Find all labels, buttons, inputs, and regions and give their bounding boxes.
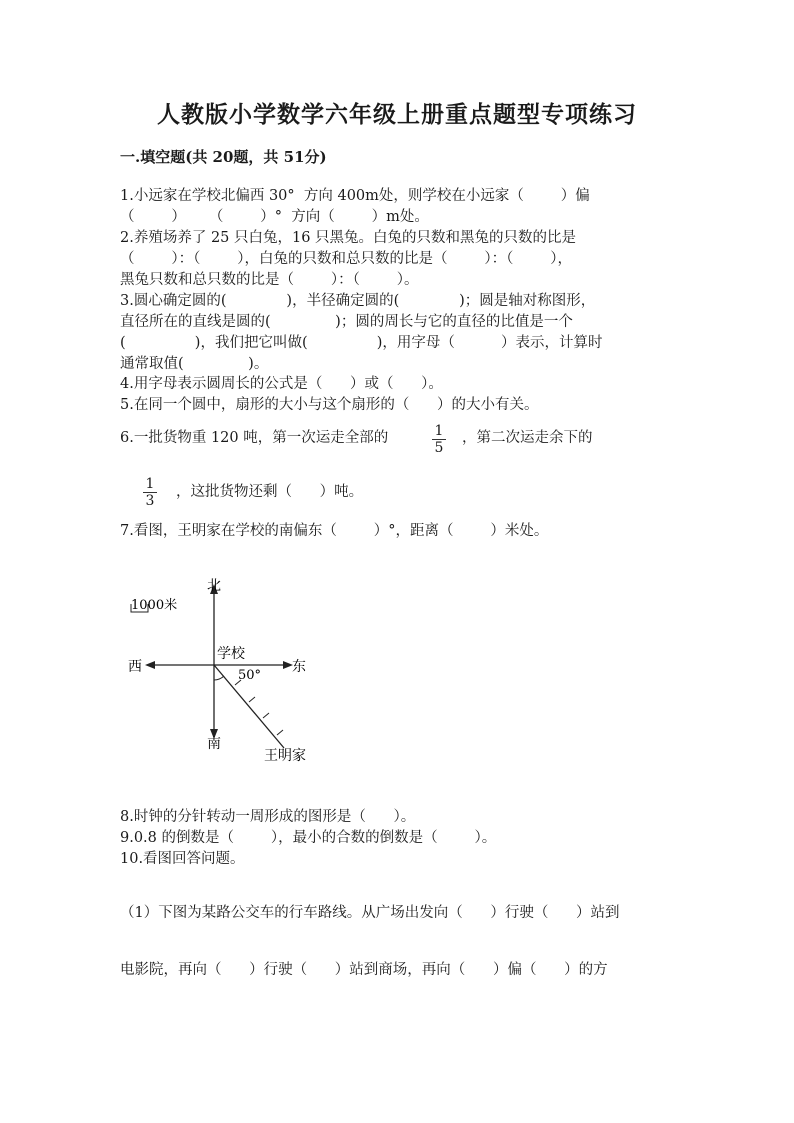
question-3-line-3: ( )，我们把它叫做( )，用字母（ ）表示，计算时 xyxy=(120,335,603,351)
question-10: 10.看图回答问题。 xyxy=(120,851,245,867)
page-title: 人教版小学数学六年级上册重点题型专项练习 xyxy=(157,101,637,128)
scale-label: 1000米 xyxy=(131,598,178,613)
question-7: 7.看图，王明家在学校的南偏东（ ）°，距离（ ）米处。 xyxy=(120,523,549,539)
fraction-denominator: 5 xyxy=(434,440,444,456)
question-2-line-2: （ ）：（ ），白兔的只数和总只数的比是（ ）：（ ）， xyxy=(120,251,572,267)
question-1-line-2: （ ） （ ）° 方向（ ）m处。 xyxy=(120,209,429,225)
destination-label: 王明家 xyxy=(264,748,306,764)
question-10-1-line-1: （1）下图为某路公交车的行车路线。从广场出发向（ ）行驶（ ）站到 xyxy=(120,905,620,921)
section-heading: 一.填空题(共 20题，共 51分) xyxy=(120,148,327,166)
question-6-part-2: ，第二次运走余下的 xyxy=(462,430,593,446)
east-label: 东 xyxy=(292,659,306,675)
direction-diagram xyxy=(118,572,328,772)
question-1-line-1: 1.小远家在学校北偏西 30° 方向 400m处，则学校在小远家（ ）偏 xyxy=(120,188,590,204)
fraction-one-third xyxy=(143,476,157,509)
scale-tick xyxy=(277,730,283,735)
question-2-line-3: 黑兔只数和总只数的比是（ ）：（ ）。 xyxy=(120,272,419,288)
angle-arc xyxy=(214,676,224,680)
west-label: 西 xyxy=(128,659,142,675)
question-3-line-4: 通常取值( )。 xyxy=(120,356,269,372)
south-label: 南 xyxy=(207,736,221,752)
question-9: 9.0.8 的倒数是（ ），最小的合数的倒数是（ ）。 xyxy=(120,830,497,846)
fraction-one-fifth xyxy=(432,423,446,456)
fraction-numerator: 1 xyxy=(432,423,446,440)
west-arrow xyxy=(145,661,155,669)
question-4: 4.用字母表示圆周长的公式是（ ）或（ ）。 xyxy=(120,376,443,392)
fraction-denominator: 3 xyxy=(145,493,155,509)
scale-tick xyxy=(263,713,269,718)
question-3-line-1: 3.圆心确定圆的( )，半径确定圆的( )；圆是轴对称图形， xyxy=(120,293,596,309)
fraction-numerator: 1 xyxy=(143,476,157,493)
question-6-part-1: 6.一批货物重 120 吨，第一次运走全部的 xyxy=(120,430,389,446)
north-label: 北 xyxy=(207,578,221,594)
question-5: 5.在同一个圆中，扇形的大小与这个扇形的（ ）的大小有关。 xyxy=(120,397,539,413)
question-3-line-2: 直径所在的直线是圆的( )；圆的周长与它的直径的比值是一个 xyxy=(120,314,573,330)
question-2-line-1: 2.养殖场养了 25 只白兔，16 只黑兔。白兔的只数和黑兔的只数的比是 xyxy=(120,230,577,246)
school-label: 学校 xyxy=(217,646,245,662)
question-8: 8.时钟的分针转动一周形成的图形是（ ）。 xyxy=(120,809,416,825)
scale-tick xyxy=(249,697,255,702)
question-10-1-line-2: 电影院，再向（ ）行驶（ ）站到商场，再向（ ）偏（ ）的方 xyxy=(120,962,608,978)
angle-label: 50° xyxy=(238,668,262,683)
question-6-part-3: ，这批货物还剩（ ）吨。 xyxy=(176,484,364,500)
